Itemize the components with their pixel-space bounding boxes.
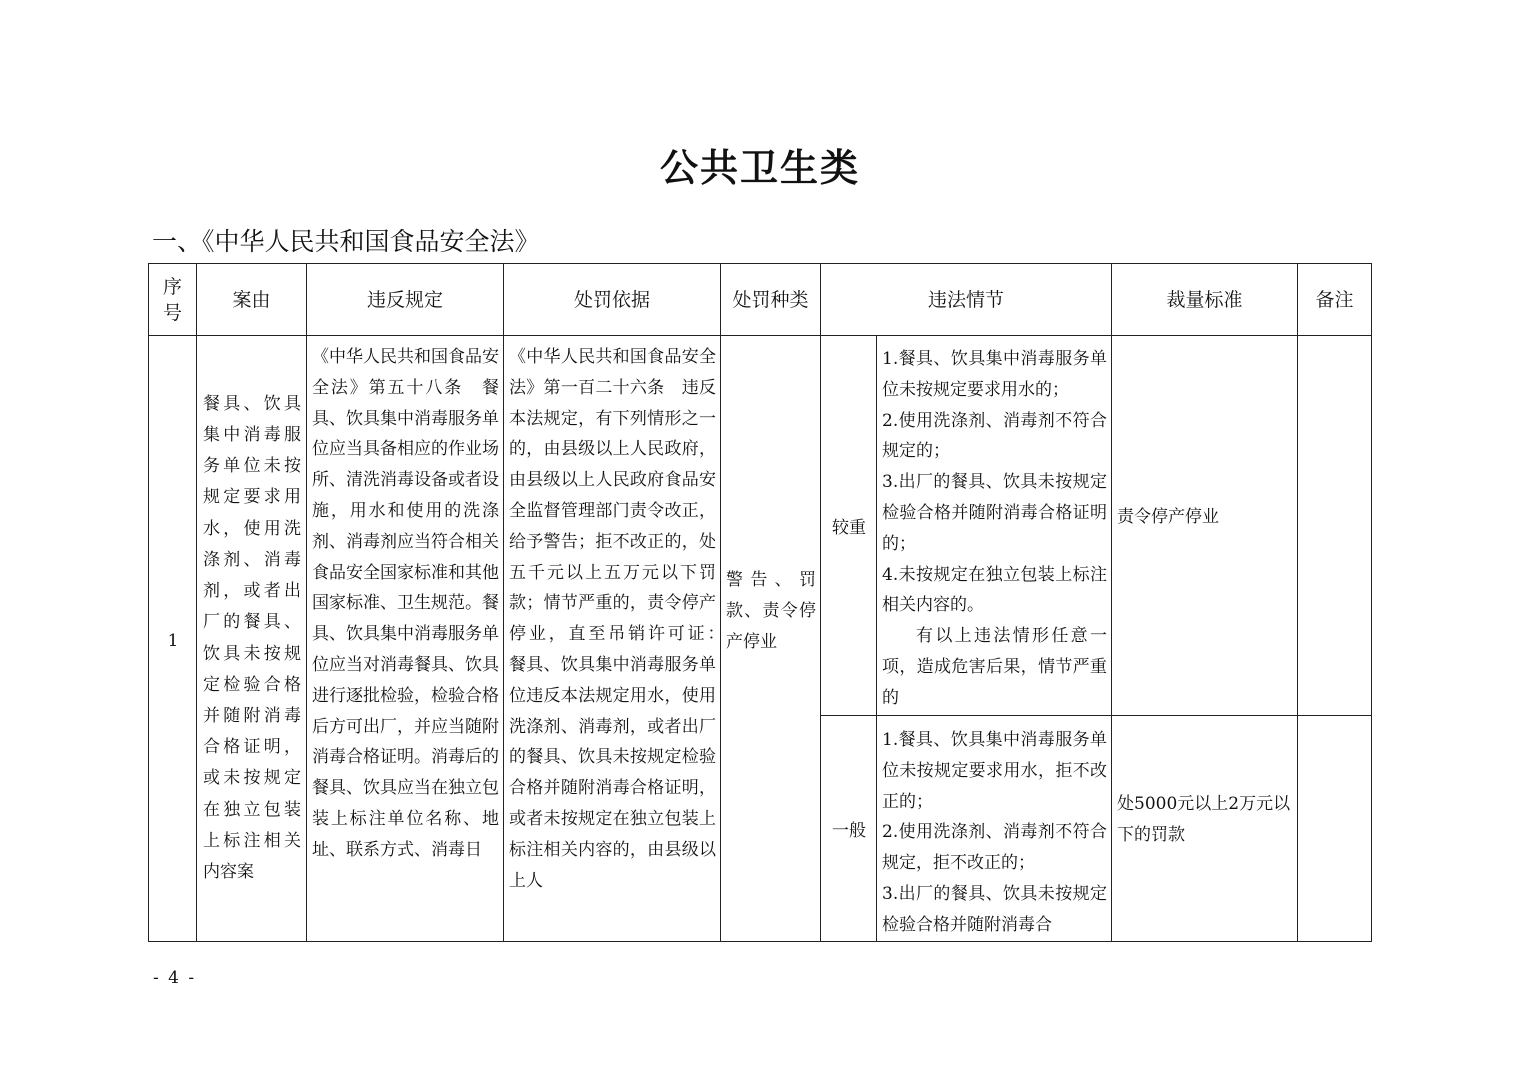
page-title: 公共卫生类: [659, 145, 860, 190]
list-item: 3.出厂的餐具、饮具未按规定检验合格并随附消毒合格证明的；: [882, 472, 1108, 554]
list-item: 3.出厂的餐具、饮具未按规定检验合格并随附消毒合: [882, 883, 1108, 935]
row-violation: 《中华人民共和国食品安全法》第五十八条 餐具、饮具集中消毒服务单位应当具备相应的作业场所、清洗消毒设备或者设施，用水和使用的洗涤剂、消毒剂应当符合相关食品安全国家标准和其他国家标准、卫生规范。餐具、饮具集中消毒服务单位应当对消毒餐具、饮具进行逐批检验，检验合格后方可出厂，并应当随附消毒合格证明。消毒后的餐具、饮具应当在独立包装上标注单位名称、地址、联系方式、消毒日: [307, 336, 504, 942]
remarks-general: [1298, 716, 1372, 942]
header-circumstances: 违法情节: [821, 264, 1112, 336]
header-row: [149, 264, 1372, 336]
remarks-serious: [1298, 336, 1372, 716]
severity-note: 有以上违法情形任意一项，造成危害后果，情节严重的: [882, 626, 1108, 708]
circumstances-serious: [877, 336, 1112, 716]
list-item: 2.使用洗涤剂、消毒剂不符合规定的；: [882, 410, 1108, 462]
row-case: 餐具、饮具集中消毒服务单位未按规定要求用水，使用洗涤剂、消毒剂，或者出厂的餐具、饮具未按规定检验合格并随附消毒合格证明，或未按规定在独立包装上标注相关内容案: [197, 336, 307, 942]
level-serious: 较重: [821, 336, 877, 716]
circumstances-general: [877, 716, 1112, 942]
row-basis: 《中华人民共和国食品安全法》第一百二十六条 违反本法规定，有下列情形之一的，由县级以上人民政府，由县级以上人民政府食品安全监督管理部门责令改正，给予警告；拒不改正的，处五千元以上五万元以下罚款；情节严重的，责令停产停业，直至吊销许可证： 餐具、饮具集中消毒服务单位违反本法规定用水，使用洗涤剂、消毒剂，或者出厂的餐具、饮具未按规定检验合格并随附消毒合格证明，或者未按规定在独立包装上标注相关内容的，由县级以上人: [504, 336, 721, 942]
list-item: 2.使用洗涤剂、消毒剂不符合规定，拒不改正的；: [882, 822, 1108, 874]
header-penalty-type: 处罚种类: [721, 264, 821, 336]
standard-serious: 责令停产停业: [1112, 336, 1298, 716]
section-heading: 一、《中华人民共和国食品安全法》: [152, 227, 540, 256]
list-item: 4.未按规定在独立包装上标注相关内容的。: [882, 564, 1108, 616]
standard-general: 处5000元以上2万元以下的罚款: [1112, 716, 1298, 942]
table-row: [149, 336, 1372, 716]
level-general: 一般: [821, 716, 877, 942]
header-remarks: 备注: [1298, 264, 1372, 336]
header-violation: 违反规定: [307, 264, 504, 336]
header-basis: 处罚依据: [504, 264, 721, 336]
header-standard: 裁量标准: [1112, 264, 1298, 336]
list-item: 1.餐具、饮具集中消毒服务单位未按规定要求用水，拒不改正的；: [882, 730, 1108, 812]
header-case: 案由: [197, 264, 307, 336]
row-penalty-type: 警告、罚款、责令停产停业: [721, 336, 821, 942]
page-number: - 4 -: [153, 968, 197, 988]
penalty-table: [148, 263, 1372, 942]
header-seq: 序号: [149, 264, 197, 336]
list-item: 1.餐具、饮具集中消毒服务单位未按规定要求用水的；: [882, 349, 1108, 400]
row-seq: 1: [149, 336, 197, 942]
